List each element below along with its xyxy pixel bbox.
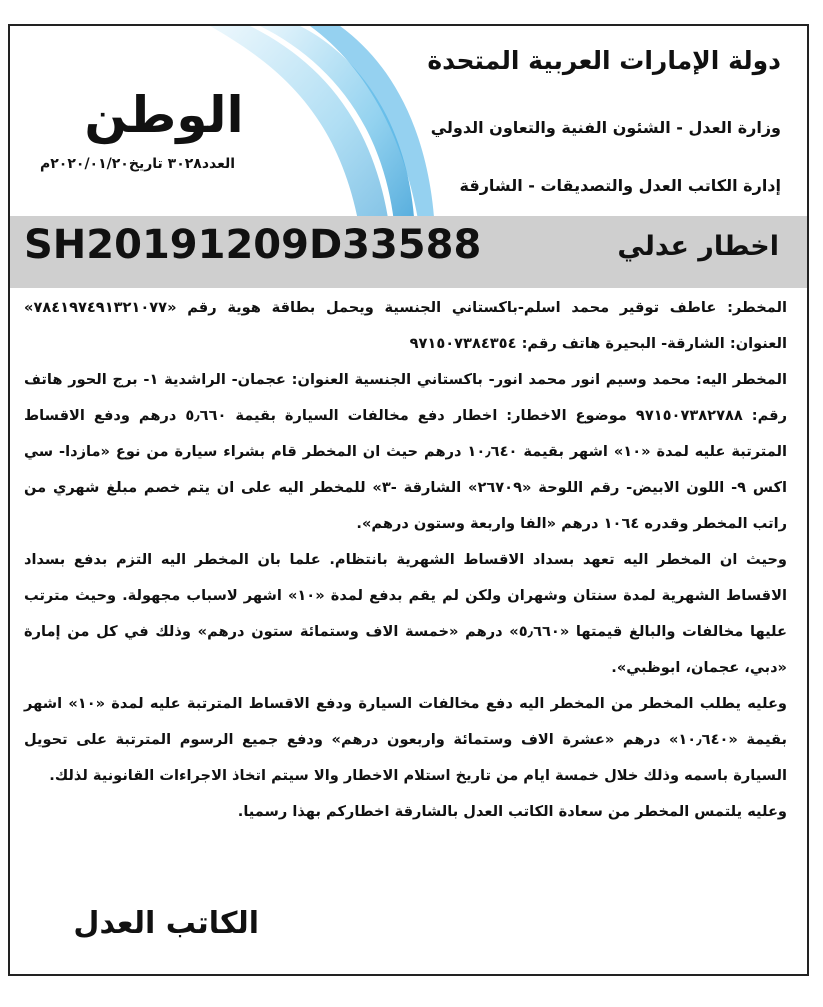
department-heading: إدارة الكاتب العدل والتصديقات - الشارقة	[459, 176, 781, 195]
notice-reference: SH20191209D33588	[24, 222, 482, 268]
paragraph: وحيث ان المخطر اليه تعهد بسداد الاقساط الشهرية بانتظام. علما بان المخطر اليه التزم بدفع بسداد الاقساط الشهرية لمدة سنتان وشهران ولكن لم يقم بدفع لمدة «١٠» اشهر لاسباب مجهولة. وحيث مترتب عليها مخالفات والبالغ قيمتها «٥٫٦٦٠» درهم «خمسة الاف وستمائة ستون درهم» وذلك في كل من إمارة «دبي، عجمان، ابوظبي».	[24, 551, 787, 676]
paragraph: وعليه يطلب المخطر من المخطر اليه دفع مخالفات السيارة ودفع الاقساط المترتبة عليه لمدة «١٠» اشهر بقيمة «١٠٫٦٤٠» درهم «عشرة الاف وستمائة واربعون درهم» ودفع جميع الرسوم المترتبة على تحويل السيارة باسمه وذلك خلال خمسة ايام من تاريخ استلام الاخطار والا سيتم اتخاذ الاجراءات القانونية لذلك.	[24, 695, 788, 784]
paragraph: المخطر اليه: محمد وسيم انور محمد انور- باكستاني الجنسية العنوان: عجمان- الراشدية ١- برج الحور هاتف رقم: ٩٧١٥٠٧٣٨٢٧٨٨ موضوع الاخطار: اخطار دفع مخالفات السيارة بقيمة ٥٫٦٦٠ درهم ودفع الاقساط المترتبة عليه لمدة «١٠» اشهر بقيمة ١٠٫٦٤٠ درهم حيث ان المخطر قام بشراء سيارة من نوع «مازدا- سي اكس ٩- اللون الابيض- رقم اللوحة «٢٦٧٠٩» الشارقة -٣» للمخطر اليه على ان يتم خصم مبلغ شهري من راتب المخطر وقدره ١٠٦٤ درهم «الفا واربعة وستون درهم».	[24, 371, 787, 532]
notice-body	[24, 290, 787, 830]
signature: الكاتب العدل	[73, 906, 259, 941]
notice-frame	[8, 24, 809, 976]
issue-date: العدد٣٠٢٨ تاريخ٢٠٢٠/٠١/٢٠م	[40, 156, 236, 172]
ministry-heading: وزارة العدل - الشئون الفنية والتعاون الدولي	[430, 118, 781, 137]
paragraph: المخطر: عاطف توقير محمد اسلم-باكستاني الجنسية ويحمل بطاقة هوية رقم «٧٨٤١٩٧٤٩١٣٢١٠٧٧» العنوان: الشارقة- البحيرة هاتف رقم: ٩٧١٥٠٧٣٨٤٣٥٤	[24, 299, 787, 352]
notice-title: اخطار عدلي	[617, 231, 779, 262]
paragraph: وعليه يلتمس المخطر من سعادة الكاتب العدل بالشارقة اخطاركم بهذا رسميا.	[237, 803, 787, 820]
country-heading: دولة الإمارات العربية المتحدة	[427, 46, 781, 75]
newspaper-logo: الوطن	[84, 86, 244, 144]
